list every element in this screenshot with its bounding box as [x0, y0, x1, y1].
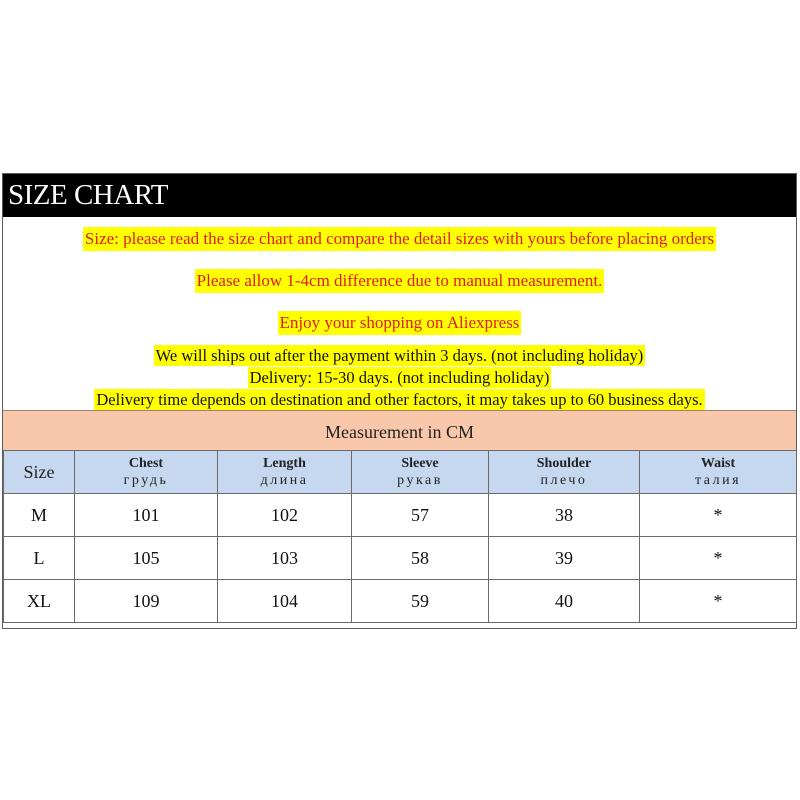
- measurement-label: Measurement in CM: [325, 422, 474, 442]
- note-text-difference: Please allow 1-4cm difference due to manual measurement.: [195, 269, 605, 293]
- title-bar: [3, 174, 796, 217]
- chest-cell: 105: [75, 537, 218, 580]
- size-chart: [2, 173, 797, 629]
- table-row: [4, 580, 797, 623]
- waist-cell: *: [640, 580, 797, 623]
- note-line-difference: [3, 269, 796, 293]
- column-header-ru: длина: [260, 473, 309, 488]
- column-header-ru: плечо: [540, 473, 588, 488]
- notes-section: [3, 217, 796, 410]
- shoulder-cell: 39: [489, 537, 640, 580]
- note-text-delivery: Delivery: 15-30 days. (not including holiday): [249, 368, 550, 387]
- note-line-size: [3, 227, 796, 251]
- note-text-shopping: Enjoy your shopping on Aliexpress: [278, 311, 522, 335]
- sleeve-cell: 57: [352, 494, 489, 537]
- note-line-delivery: [3, 367, 796, 388]
- chest-cell: 101: [75, 494, 218, 537]
- table-header-row: [4, 451, 797, 494]
- shoulder-cell: 38: [489, 494, 640, 537]
- length-cell: 103: [218, 537, 352, 580]
- column-header-ru: талия: [694, 473, 742, 488]
- note-text-shipping: We will ships out after the payment within 3 days. (not including holiday): [155, 346, 644, 365]
- page-title: SIZE CHART: [8, 179, 169, 211]
- column-header-sleeve: [352, 451, 489, 494]
- column-header-waist: [640, 451, 797, 494]
- length-cell: 102: [218, 494, 352, 537]
- chest-cell: 109: [75, 580, 218, 623]
- column-header-shoulder: [489, 451, 640, 494]
- column-header-size-label: Size: [23, 461, 55, 482]
- column-header-size: [4, 451, 75, 494]
- sleeve-cell: 58: [352, 537, 489, 580]
- column-header-chest: [75, 451, 218, 494]
- note-text-size: Size: please read the size chart and compare the detail sizes with yours before placing orders: [83, 227, 716, 251]
- note-line-shipping: [3, 345, 796, 366]
- size-cell: M: [4, 494, 75, 537]
- sleeve-cell: 59: [352, 580, 489, 623]
- size-cell: XL: [4, 580, 75, 623]
- table-row: [4, 537, 797, 580]
- length-cell: 104: [218, 580, 352, 623]
- column-header-en: Waist: [700, 456, 736, 471]
- column-header-ru: грудь: [123, 473, 169, 488]
- column-header-en: Chest: [128, 456, 164, 471]
- column-header-length: [218, 451, 352, 494]
- column-header-en: Sleeve: [401, 456, 439, 471]
- column-header-en: Shoulder: [536, 456, 592, 471]
- note-line-shopping: [3, 311, 796, 335]
- waist-cell: *: [640, 494, 797, 537]
- note-text-delivery-time: Delivery time depends on destination and other factors, it may takes up to 60 business days.: [96, 390, 703, 409]
- column-header-en: Length: [263, 456, 306, 471]
- size-table: [3, 450, 797, 623]
- size-cell: L: [4, 537, 75, 580]
- measurement-band: [3, 410, 796, 450]
- note-line-delivery-time: [3, 389, 796, 410]
- table-row: [4, 494, 797, 537]
- shoulder-cell: 40: [489, 580, 640, 623]
- column-header-ru: рукав: [397, 473, 443, 488]
- waist-cell: *: [640, 537, 797, 580]
